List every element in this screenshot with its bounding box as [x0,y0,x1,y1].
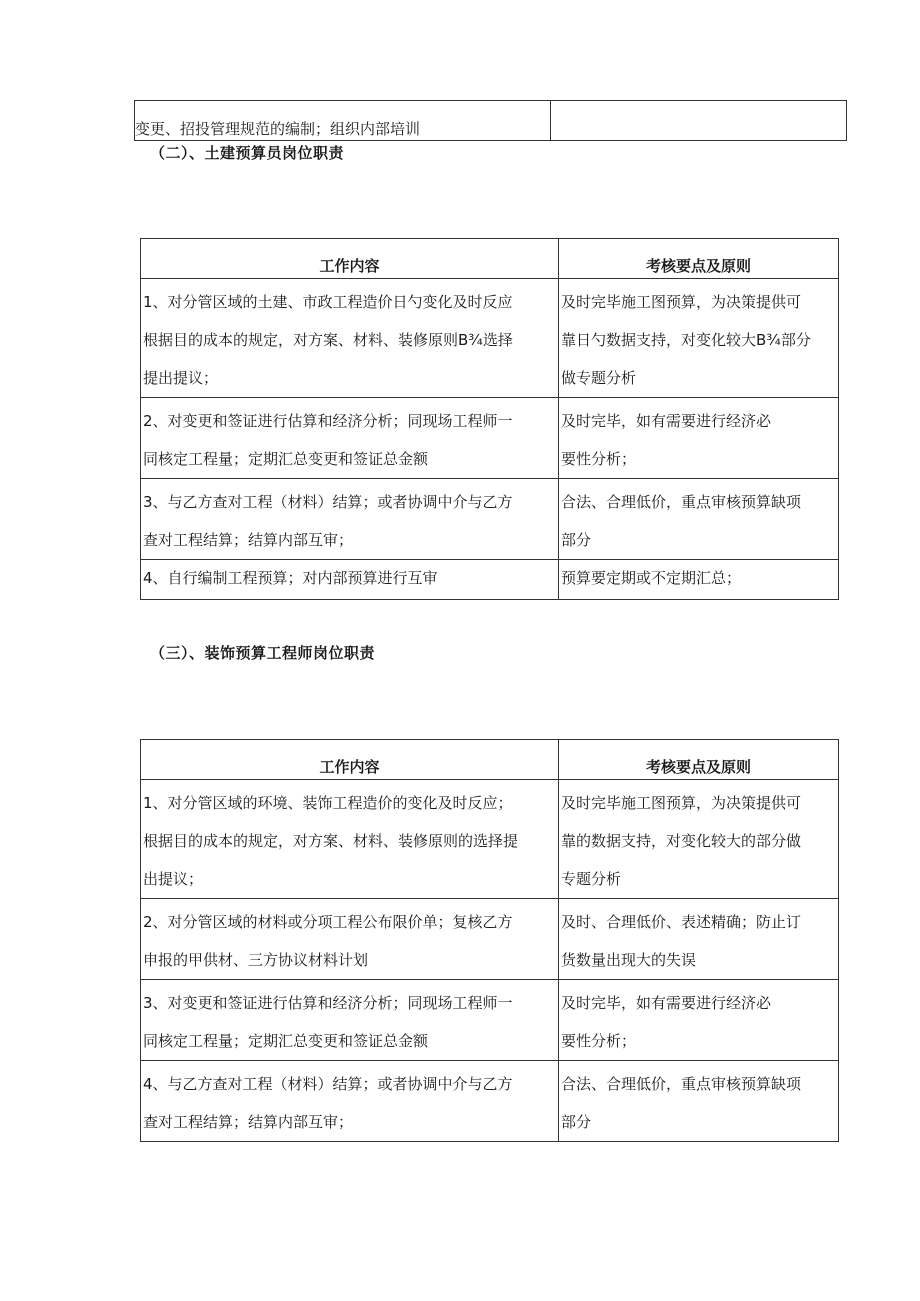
criteria-cell: 及时完毕，如有需要进行经济必 要性分析； [559,980,839,1061]
table-row [141,980,839,1061]
section2-table [140,238,839,600]
criteria-cell: 及时、合理低价、表述精确；防止订 货数量出现大的失误 [559,899,839,980]
section3-table [140,739,839,1142]
content-cell: 2、对变更和签证进行估算和经济分析；同现场工程师一 同核定工程量；定期汇总变更和签证总金额 [141,398,559,479]
previous-criteria-text [551,101,846,119]
criteria-cell: 合法、合理低价，重点审核预算缺项 部分 [559,479,839,560]
content-cell: 4、与乙方查对工程（材料）结算；或者协调中介与乙方 查对工程结算；结算内部互审； [141,1061,559,1142]
criteria-cell: 预算要定期或不定期汇总； [559,560,839,600]
previous-criteria-cell [551,101,847,141]
criteria-cell: 及时完毕，如有需要进行经济必 要性分析； [559,398,839,479]
table-row [141,560,839,600]
table-row [141,899,839,980]
content-cell: 3、对变更和签证进行估算和经济分析；同现场工程师一 同核定工程量；定期汇总变更和签证总金额 [141,980,559,1061]
section2-header-criteria: 考核要点及原则 [559,239,839,279]
criteria-cell: 及时完毕施工图预算，为决策提供可 靠日勺数据支持，对变化较大B¾部分 做专题分析 [559,279,839,398]
table-row [141,1061,839,1142]
content-cell: 1、对分管区域的土建、市政工程造价日勺变化及时反应 根据目的成本的规定，对方案、材料、装修原则B¾选择 提出提议； [141,279,559,398]
content-cell: 4、自行编制工程预算；对内部预算进行互审 [141,560,559,600]
section3-header-content: 工作内容 [141,740,559,780]
content-cell: 3、与乙方查对工程（材料）结算；或者协调中介与乙方 查对工程结算；结算内部互审； [141,479,559,560]
criteria-cell: 及时完毕施工图预算，为决策提供可 靠的数据支持，对变化较大的部分做 专题分析 [559,780,839,899]
criteria-cell: 合法、合理低价，重点审核预算缺项 部分 [559,1061,839,1142]
table-row [141,780,839,899]
section3-title: （三）、装饰预算工程师岗位职责 [150,644,376,662]
previous-table-fragment [134,100,847,141]
section2-title: （二）、土建预算员岗位职责 [150,144,345,162]
table-row [141,279,839,398]
content-cell: 1、对分管区域的环境、装饰工程造价的变化及时反应； 根据目的成本的规定，对方案、材料、装修原则的选择提 出提议； [141,780,559,899]
previous-content-text: 变更、招投管理规范的编制；组织内部培训 [135,120,421,138]
section3-header-criteria: 考核要点及原则 [559,740,839,780]
previous-content-cell [135,101,551,141]
section2-header-content: 工作内容 [141,239,559,279]
table-row [141,398,839,479]
content-cell: 2、对分管区域的材料或分项工程公布限价单；复核乙方 申报的甲供材、三方协议材料计划 [141,899,559,980]
table-row [141,479,839,560]
